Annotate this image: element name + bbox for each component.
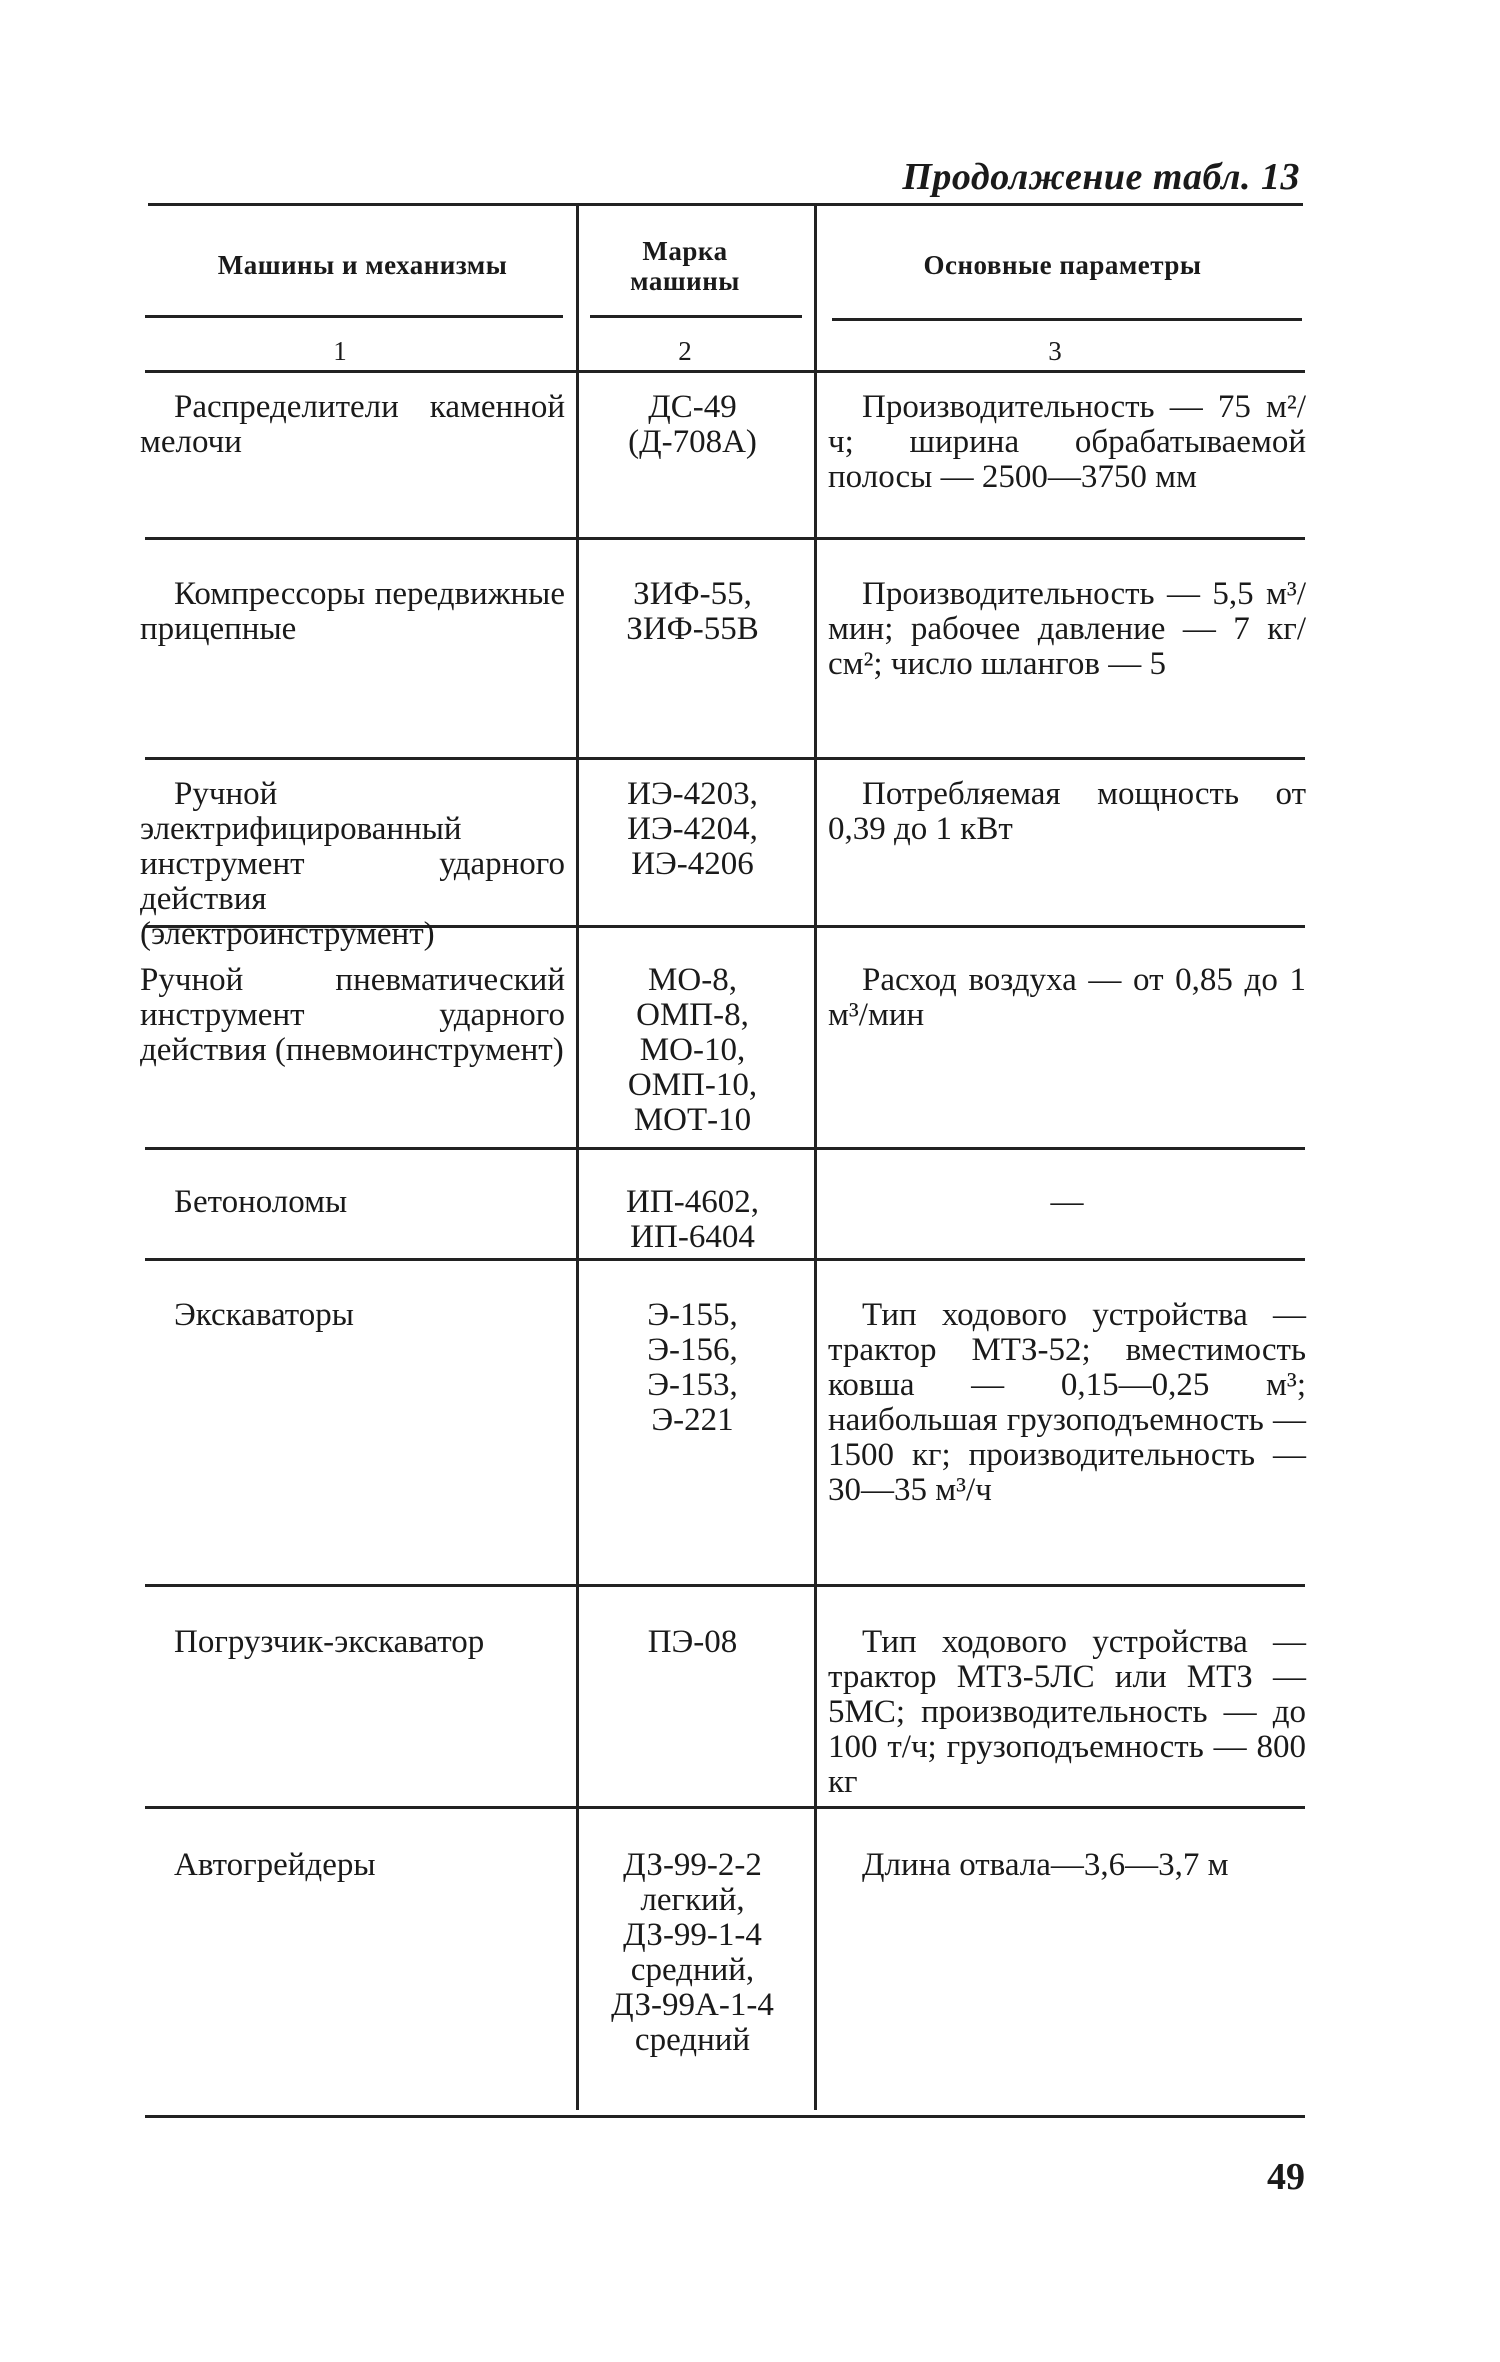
header-params: Основные параметры	[923, 250, 1202, 280]
brand-cell: ИП-4602, ИП-6404	[626, 1184, 759, 1255]
machine-cell: Ручной пневматический инструмент ударного действия (пневмоинструмент)	[140, 962, 565, 1068]
params-cell: Производительность — 75 м²/ч; ширина обрабатываемой полосы — 2500—3750 мм	[828, 389, 1306, 495]
row-rule-1	[145, 537, 1305, 540]
brand-cell: ЗИФ-55, ЗИФ-55В	[626, 576, 759, 647]
machine-cell: Экскаваторы	[174, 1297, 354, 1333]
brand-cell: ИЭ-4203, ИЭ-4204, ИЭ-4206	[627, 776, 758, 882]
column-separator-2	[814, 205, 817, 2110]
params-cell: Длина отвала—3,6—3,7 м	[862, 1847, 1229, 1883]
header-rule-col2	[590, 315, 802, 318]
column-separator-1	[576, 205, 579, 2110]
page-number: 49	[1267, 2156, 1305, 2198]
machine-cell: Автогрейдеры	[174, 1847, 376, 1883]
params-cell: Тип ходового устройства — трактор МТЗ-52; вместимость ковша — 0,15—0,25 м³; наибольшая грузоподъемность — 1500 кг; производительность — 30—35 м³/ч	[828, 1297, 1306, 1508]
machine-cell: Распределители каменной мелочи	[140, 389, 565, 460]
machine-cell: Погрузчик-экскаватор	[174, 1624, 485, 1660]
column-number-1: 1	[333, 336, 347, 366]
row-rule-5	[145, 1258, 1305, 1261]
brand-cell: ПЭ-08	[647, 1624, 738, 1660]
machine-cell: Ручной электрифицированный инструмент ударного действия (электроинструмент)	[140, 776, 565, 952]
header-rule-col1	[145, 315, 563, 318]
brand-cell: Э-155, Э-156, Э-153, Э-221	[647, 1297, 738, 1438]
brand-cell: ДС-49 (Д-708А)	[628, 389, 757, 460]
brand-cell: ДЗ-99-2-2 легкий, ДЗ-99-1-4 средний, ДЗ-99А-1-4 средний	[611, 1847, 774, 2058]
row-rule-4	[145, 1147, 1305, 1150]
header-machines: Машины и механизмы	[217, 250, 508, 280]
row-rule-2	[145, 757, 1305, 760]
column-number-3: 3	[1048, 336, 1062, 366]
table-top-rule	[148, 203, 1303, 206]
machine-cell: Бетоноломы	[174, 1184, 348, 1220]
table-caption: Продолжение табл. 13	[902, 156, 1300, 198]
machine-cell: Компрессоры передвижные прицепные	[140, 576, 565, 647]
params-cell: Расход воздуха — от 0,85 до 1 м³/мин	[828, 962, 1306, 1033]
header-rule-col3	[832, 318, 1302, 321]
params-cell: Потребляемая мощность от 0,39 до 1 кВт	[828, 776, 1306, 847]
row-rule-7	[145, 1806, 1305, 1809]
header-brand: Марка машины	[630, 236, 740, 296]
row-rule-6	[145, 1584, 1305, 1587]
params-cell: Производительность — 5,5 м³/мин; рабочее давление — 7 кг/см²; число шлангов — 5	[828, 576, 1306, 682]
params-cell: —	[1050, 1184, 1084, 1220]
column-number-2: 2	[678, 336, 692, 366]
table-bottom-rule	[145, 2115, 1305, 2118]
column-number-rule	[145, 370, 1305, 373]
brand-cell: МО-8, ОМП-8, МО-10, ОМП-10, МОТ-10	[627, 962, 758, 1138]
params-cell: Тип ходового устройства — трактор МТЗ-5ЛС или МТЗ — 5МС; производительность — до 100 т/ч; грузоподъемность — 800 кг	[828, 1624, 1306, 1800]
